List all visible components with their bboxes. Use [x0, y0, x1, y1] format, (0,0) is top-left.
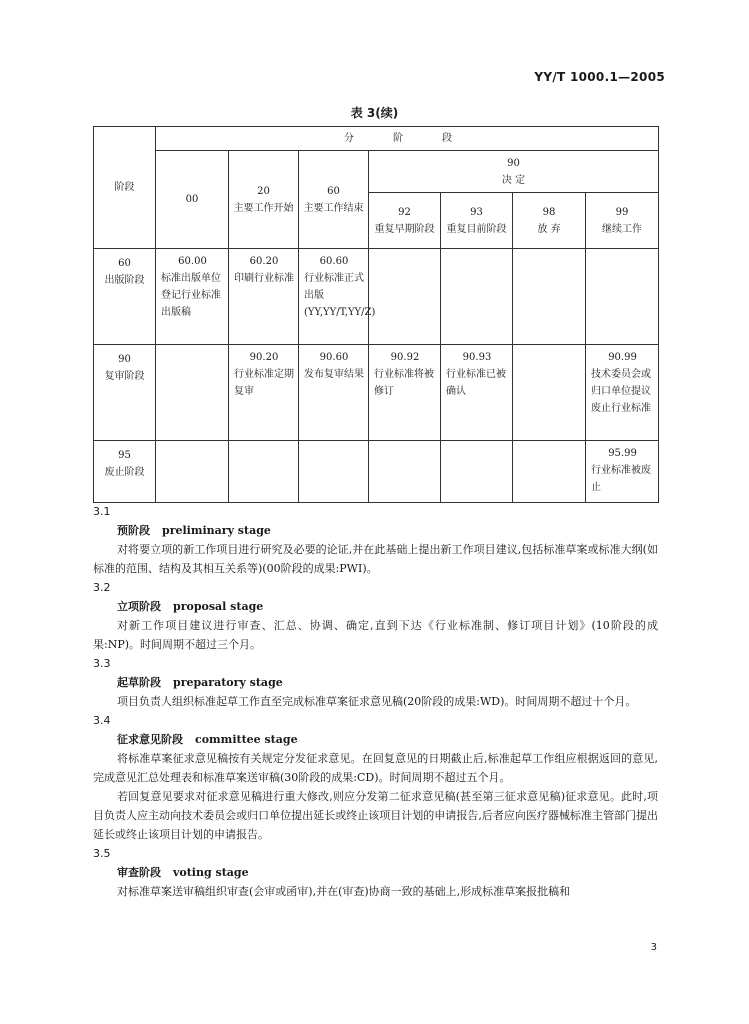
section-3-4 [93, 711, 658, 844]
header-stage: 阶段 [94, 127, 156, 249]
cell-90-92: 90.92 行业标准将被修订 [369, 345, 441, 441]
page-number: 3 [650, 942, 657, 953]
cell-95-20 [229, 441, 299, 503]
header-98: 98 放 弃 [513, 193, 586, 249]
section-3-5 [93, 844, 658, 901]
cell-60-92 [369, 249, 441, 345]
term-heading: 起草阶段 preparatory stage [117, 676, 283, 689]
cell-90-20: 90.20 行业标准定期复审 [229, 345, 299, 441]
section-number: 3.3 [93, 657, 111, 670]
header-20: 20 主要工作开始 [229, 151, 299, 249]
section-number: 3.5 [93, 847, 111, 860]
section-number: 3.1 [93, 505, 111, 518]
cell-95-92 [369, 441, 441, 503]
header-substage-group: 分 阶 段 [156, 127, 659, 151]
table-row [94, 249, 659, 345]
cell-95-00 [156, 441, 229, 503]
standard-code: YY/T 1000.1—2005 [534, 70, 665, 84]
table-row [94, 345, 659, 441]
paragraph: 对标准草案送审稿组织审查(会审或函审),并在(审查)协商一致的基础上,形成标准草案报批稿和 [117, 885, 571, 898]
header-60: 60 主要工作结束 [299, 151, 369, 249]
cell-95-99: 95.99 行业标准被废止 [586, 441, 659, 503]
term-heading: 审查阶段 voting stage [117, 866, 249, 879]
cell-90-60: 90.60 发布复审结果 [299, 345, 369, 441]
paragraph: 项目负责人组织标准起草工作直至完成标准草案征求意见稿(20阶段的成果:WD)。时间周期不超过十个月。 [117, 695, 637, 708]
header-00: 00 [156, 151, 229, 249]
cell-95-60 [299, 441, 369, 503]
section-number: 3.4 [93, 714, 111, 727]
row-stage-90: 90 复审阶段 [94, 345, 156, 441]
header-90: 90 决 定 [369, 151, 659, 193]
cell-90-93: 90.93 行业标准已被确认 [441, 345, 513, 441]
section-3-1 [93, 502, 658, 578]
cell-60-98 [513, 249, 586, 345]
cell-90-00 [156, 345, 229, 441]
cell-95-93 [441, 441, 513, 503]
term-heading: 预阶段 preliminary stage [117, 524, 271, 537]
cell-60-20: 60.20 印刷行业标准 [229, 249, 299, 345]
term-heading: 立项阶段 proposal stage [117, 600, 264, 613]
paragraph: 对新工作项目建议进行审查、汇总、协调、确定,直到下达《行业标准制、修订项目计划》(10阶段的成果:NP)。时间周期不超过三个月。 [93, 619, 658, 651]
table-caption: 表 3(续) [350, 106, 399, 120]
cell-60-99 [586, 249, 659, 345]
row-stage-60: 60 出版阶段 [94, 249, 156, 345]
header-93: 93 重复目前阶段 [441, 193, 513, 249]
cell-90-99: 90.99 技术委员会或归口单位提议废止行业标准 [586, 345, 659, 441]
table-row [94, 441, 659, 503]
cell-60-00: 60.00 标准出版单位登记行业标准出版稿 [156, 249, 229, 345]
stage-table [93, 126, 659, 503]
cell-90-98 [513, 345, 586, 441]
paragraph: 将标准草案征求意见稿按有关规定分发征求意见。在回复意见的日期截止后,标准起草工作组应根据返回的意见,完成意见汇总处理表和标准草案送审稿(30阶段的成果:CD)。时间周期不超过五个月。 [93, 752, 658, 784]
paragraph: 若回复意见要求对征求意见稿进行重大修改,则应分发第二征求意见稿(甚至第三征求意见稿)征求意见。此时,项目负责人应主动向技术委员会或归口单位提出延长或终止该项目计划的申请报告,后者应向医疗器械标准主管部门提出延长或终止该项目计划的申请报告。 [93, 790, 658, 841]
term-heading: 征求意见阶段 committee stage [117, 733, 298, 746]
body-text [93, 502, 658, 901]
row-stage-95: 95 废止阶段 [94, 441, 156, 503]
paragraph: 对将要立项的新工作项目进行研究及必要的论证,并在此基础上提出新工作项目建议,包括标准草案或标准大纲(如标准的范围、结构及其相互关系等)(00阶段的成果:PWI)。 [93, 543, 658, 575]
header-92: 92 重复早期阶段 [369, 193, 441, 249]
section-number: 3.2 [93, 581, 111, 594]
header-99: 99 继续工作 [586, 193, 659, 249]
section-3-2 [93, 578, 658, 654]
cell-95-98 [513, 441, 586, 503]
cell-60-93 [441, 249, 513, 345]
section-3-3 [93, 654, 658, 711]
cell-60-60: 60.60 行业标准正式出版(YY,YY/T,YY/Z) [299, 249, 369, 345]
